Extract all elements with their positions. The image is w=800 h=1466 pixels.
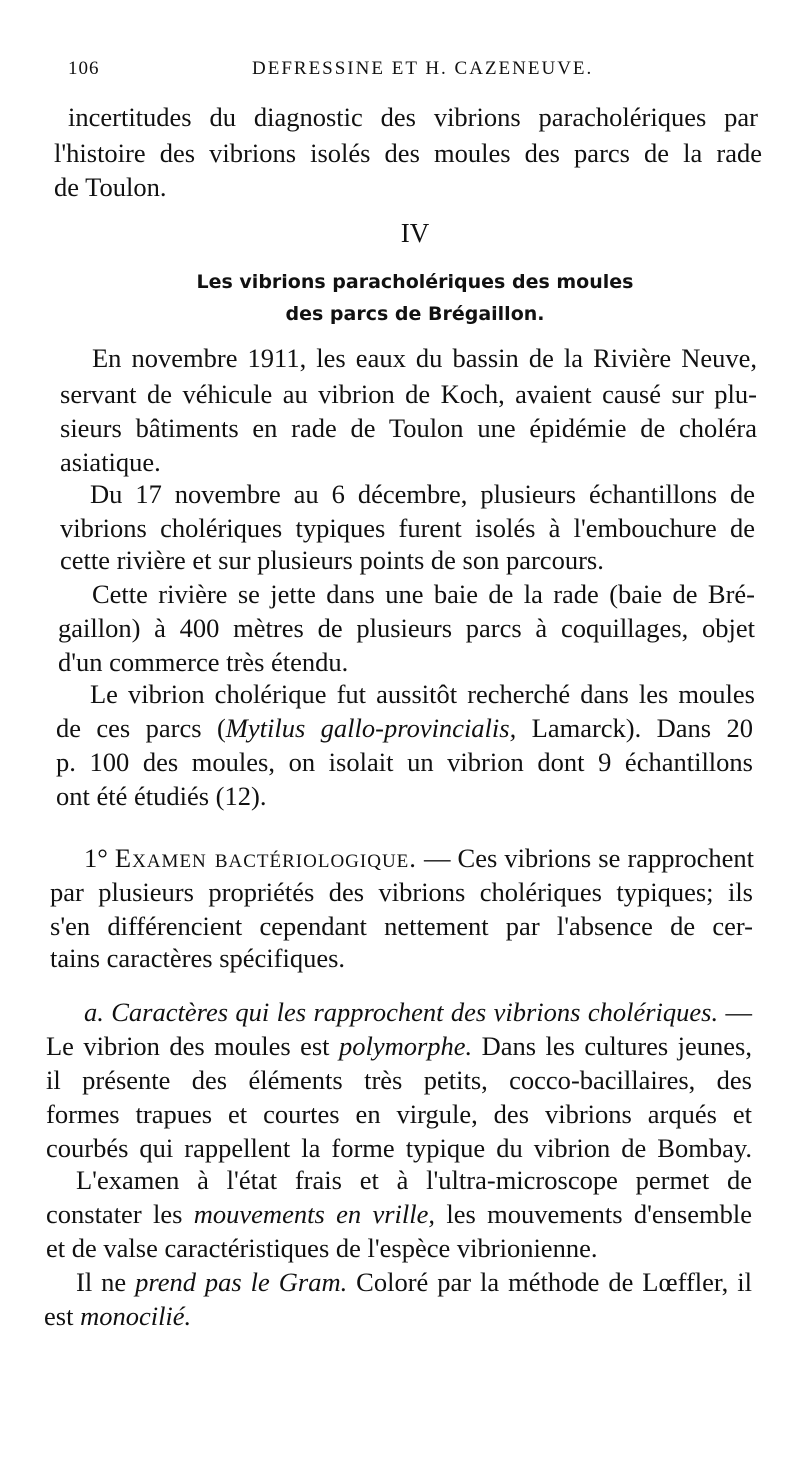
p5-line-4: tains caractères spécifiques. — [50, 943, 346, 973]
p8-line-2: est monocilié. — [44, 1301, 192, 1331]
p3-line-1: Cette rivière se jette dans une baie de la rade (baie de Bré- — [92, 579, 755, 609]
section-number: IV — [400, 218, 430, 248]
intro-line-3: de Toulon. — [54, 172, 167, 202]
page-header — [68, 58, 758, 90]
section-title-line-1: Les vibrions paracholériques des moules — [196, 271, 634, 293]
p1-line-3: sieurs bâtiments en rade de Toulon une épidémie de choléra — [60, 413, 757, 443]
p7-line-3: et de valse caractéristiques de l'espèce vibrionienne. — [46, 1233, 598, 1263]
p5-line-1: 1° Examen bactériologique. — Ces vibrions se rapprochent — [84, 843, 754, 873]
p6-line-5: courbés qui rappellent la forme typique du vibrion de Bombay. — [46, 1133, 752, 1163]
p3-line-3: d'un commerce très étendu. — [58, 647, 349, 677]
running-head: DEFRESSINE ET H. CAZENEUVE. — [252, 58, 594, 79]
p5-line-2: par plusieurs propriétés des vibrions cholériques typiques; ils — [50, 877, 753, 907]
p3-line-2: gaillon) à 400 mètres de plusieurs parcs à coquillages, objet — [58, 613, 755, 643]
p6-line-3: il présente des éléments très petits, cocco-bacillaires, des — [46, 1065, 752, 1095]
intro-line-2: l'histoire des vibrions isolés des moules des parcs de la rade — [54, 138, 762, 168]
p6-line-2: Le vibrion des moules est polymorphe. Dans les cultures jeunes, — [46, 1031, 752, 1061]
p8-line-1: Il ne prend pas le Gram. Coloré par la méthode de Lœffler, il — [76, 1267, 752, 1297]
section-title-line-2: des parcs de Brégaillon. — [285, 303, 545, 325]
p2-line-3: cette rivière et sur plusieurs points de son parcours. — [60, 545, 604, 575]
p4-line-3: p. 100 des moules, on isolait un vibrion dont 9 échantillons — [56, 747, 753, 777]
p4-line-4: ont été étudiés (12). — [56, 781, 267, 811]
p1-line-2: servant de véhicule au vibrion de Koch, avaient causé sur plu- — [60, 379, 757, 409]
p4-line-1: Le vibrion cholérique fut aussitôt recherché dans les moules — [90, 679, 755, 709]
p5-line-3: s'en différencient cependant nettement par l'absence de cer- — [50, 911, 753, 941]
p4-line-2: de ces parcs (Mytilus gallo-provincialis, Lamarck). Dans 20 — [56, 713, 754, 743]
p7-line-2: constater les mouvements en vrille, les mouvements d'ensemble — [46, 1199, 752, 1229]
p1-line-1: En novembre 1911, les eaux du bassin de la Rivière Neuve, — [92, 343, 757, 373]
p2-line-1: Du 17 novembre au 6 décembre, plusieurs échantillons de — [90, 479, 755, 509]
p6-line-4: formes trapues et courtes en virgule, des vibrions arqués et — [46, 1099, 752, 1129]
p1-line-4: asiatique. — [60, 447, 161, 477]
p2-line-2: vibrions cholériques typiques furent isolés à l'embouchure de — [60, 513, 755, 543]
p7-line-1: L'examen à l'état frais et à l'ultra-microscope permet de — [76, 1165, 752, 1195]
page-number: 106 — [68, 58, 100, 79]
p6-line-1: a. Caractères qui les rapprochent des vibrions cholériques. — — [84, 997, 753, 1027]
intro-line-1: incertitudes du diagnostic des vibrions paracholériques par — [68, 102, 758, 132]
